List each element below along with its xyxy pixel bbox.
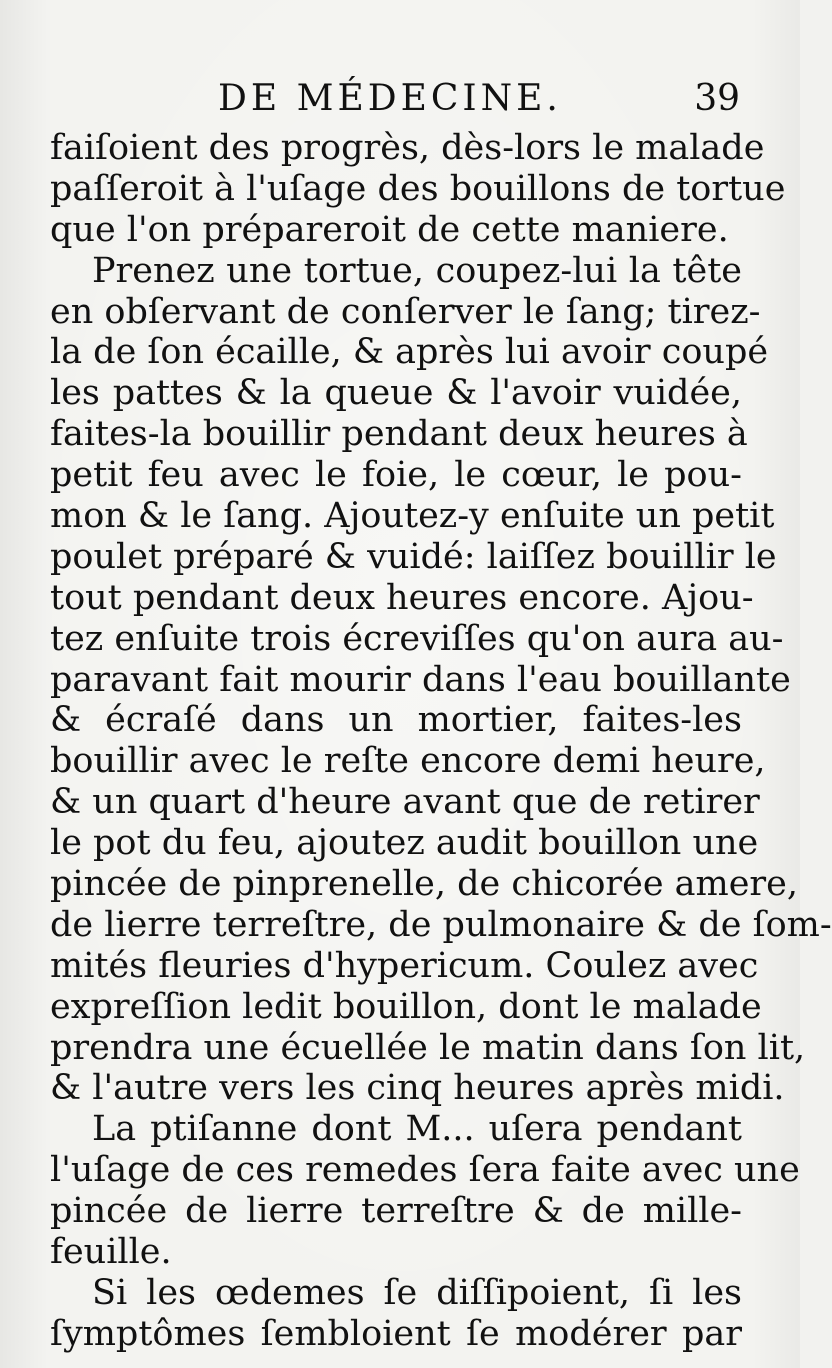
text-line: expreſſion ledit bouillon, dont le malade xyxy=(50,986,762,1027)
text-line: le pot du feu, ajoutez audit bouillon une xyxy=(50,823,759,864)
text-line: bouillir avec le reſte encore demi heure, xyxy=(50,741,766,782)
text-line: faites-la bouillir pendant deux heures à xyxy=(50,414,748,455)
text-line: mon & le ſang. Ajoutez-y enſuite un petit xyxy=(50,496,775,537)
text-line: de lierre terreſtre, de pulmonaire & de ſom- xyxy=(50,904,832,945)
text-line: poulet préparé & vuidé: laiſſez bouillir le xyxy=(50,536,777,577)
text-line: Si les œdemes ſe diſſipoient, ſi les xyxy=(92,1272,742,1313)
text-line: & écraſé dans un mortier, faites-les xyxy=(50,700,742,741)
text-line: que l'on prépareroit de cette maniere. xyxy=(50,209,729,250)
text-line: & l'autre vers les cinq heures après midi. xyxy=(50,1068,785,1109)
text-line: pincée de pinprenelle, de chicorée amere, xyxy=(50,864,799,905)
text-line: ſymptômes ſembloient ſe modérer par xyxy=(50,1313,742,1354)
text-line: Prenez une tortue, coupez-lui la tête xyxy=(92,250,742,291)
text-line: les pattes & la queue & l'avoir vuidée, xyxy=(50,373,742,414)
text-line: feuille. xyxy=(50,1232,172,1273)
text-line: l'uſage de ces remedes ſera faite avec une xyxy=(50,1150,800,1191)
text-line: en obſervant de conſerver le ſang; tirez- xyxy=(50,291,761,332)
text-line: pincée de lierre terreſtre & de mille- xyxy=(50,1191,742,1232)
text-line: petit feu avec le foie, le cœur, le pou- xyxy=(50,455,742,496)
text-line: tez enſuite trois écreviſſes qu'on aura au- xyxy=(50,618,784,659)
text-line: & un quart d'heure avant que de retirer xyxy=(50,782,760,823)
text-line: tout pendant deux heures encore. Ajou- xyxy=(50,577,754,618)
text-line: paſſeroit à l'uſage des bouillons de tortue xyxy=(50,168,786,209)
page-number: 39 xyxy=(694,78,740,119)
text-line: la de ſon écaille, & après lui avoir coupé xyxy=(50,332,769,373)
text-line: La ptiſanne dont M... uſera pendant xyxy=(92,1109,742,1150)
text-line: prendra une écuellée le matin dans ſon lit, xyxy=(50,1027,806,1068)
text-line: faiſoient des progrès, dès-lors le malade xyxy=(50,128,765,168)
running-head xyxy=(50,78,742,128)
running-title: DE MÉDECINE. xyxy=(218,78,562,119)
text-body xyxy=(50,128,832,1355)
text-line: mités fleuries d'hypericum. Coulez avec xyxy=(50,945,759,986)
text-line: paravant fait mourir dans l'eau bouillante xyxy=(50,659,791,700)
